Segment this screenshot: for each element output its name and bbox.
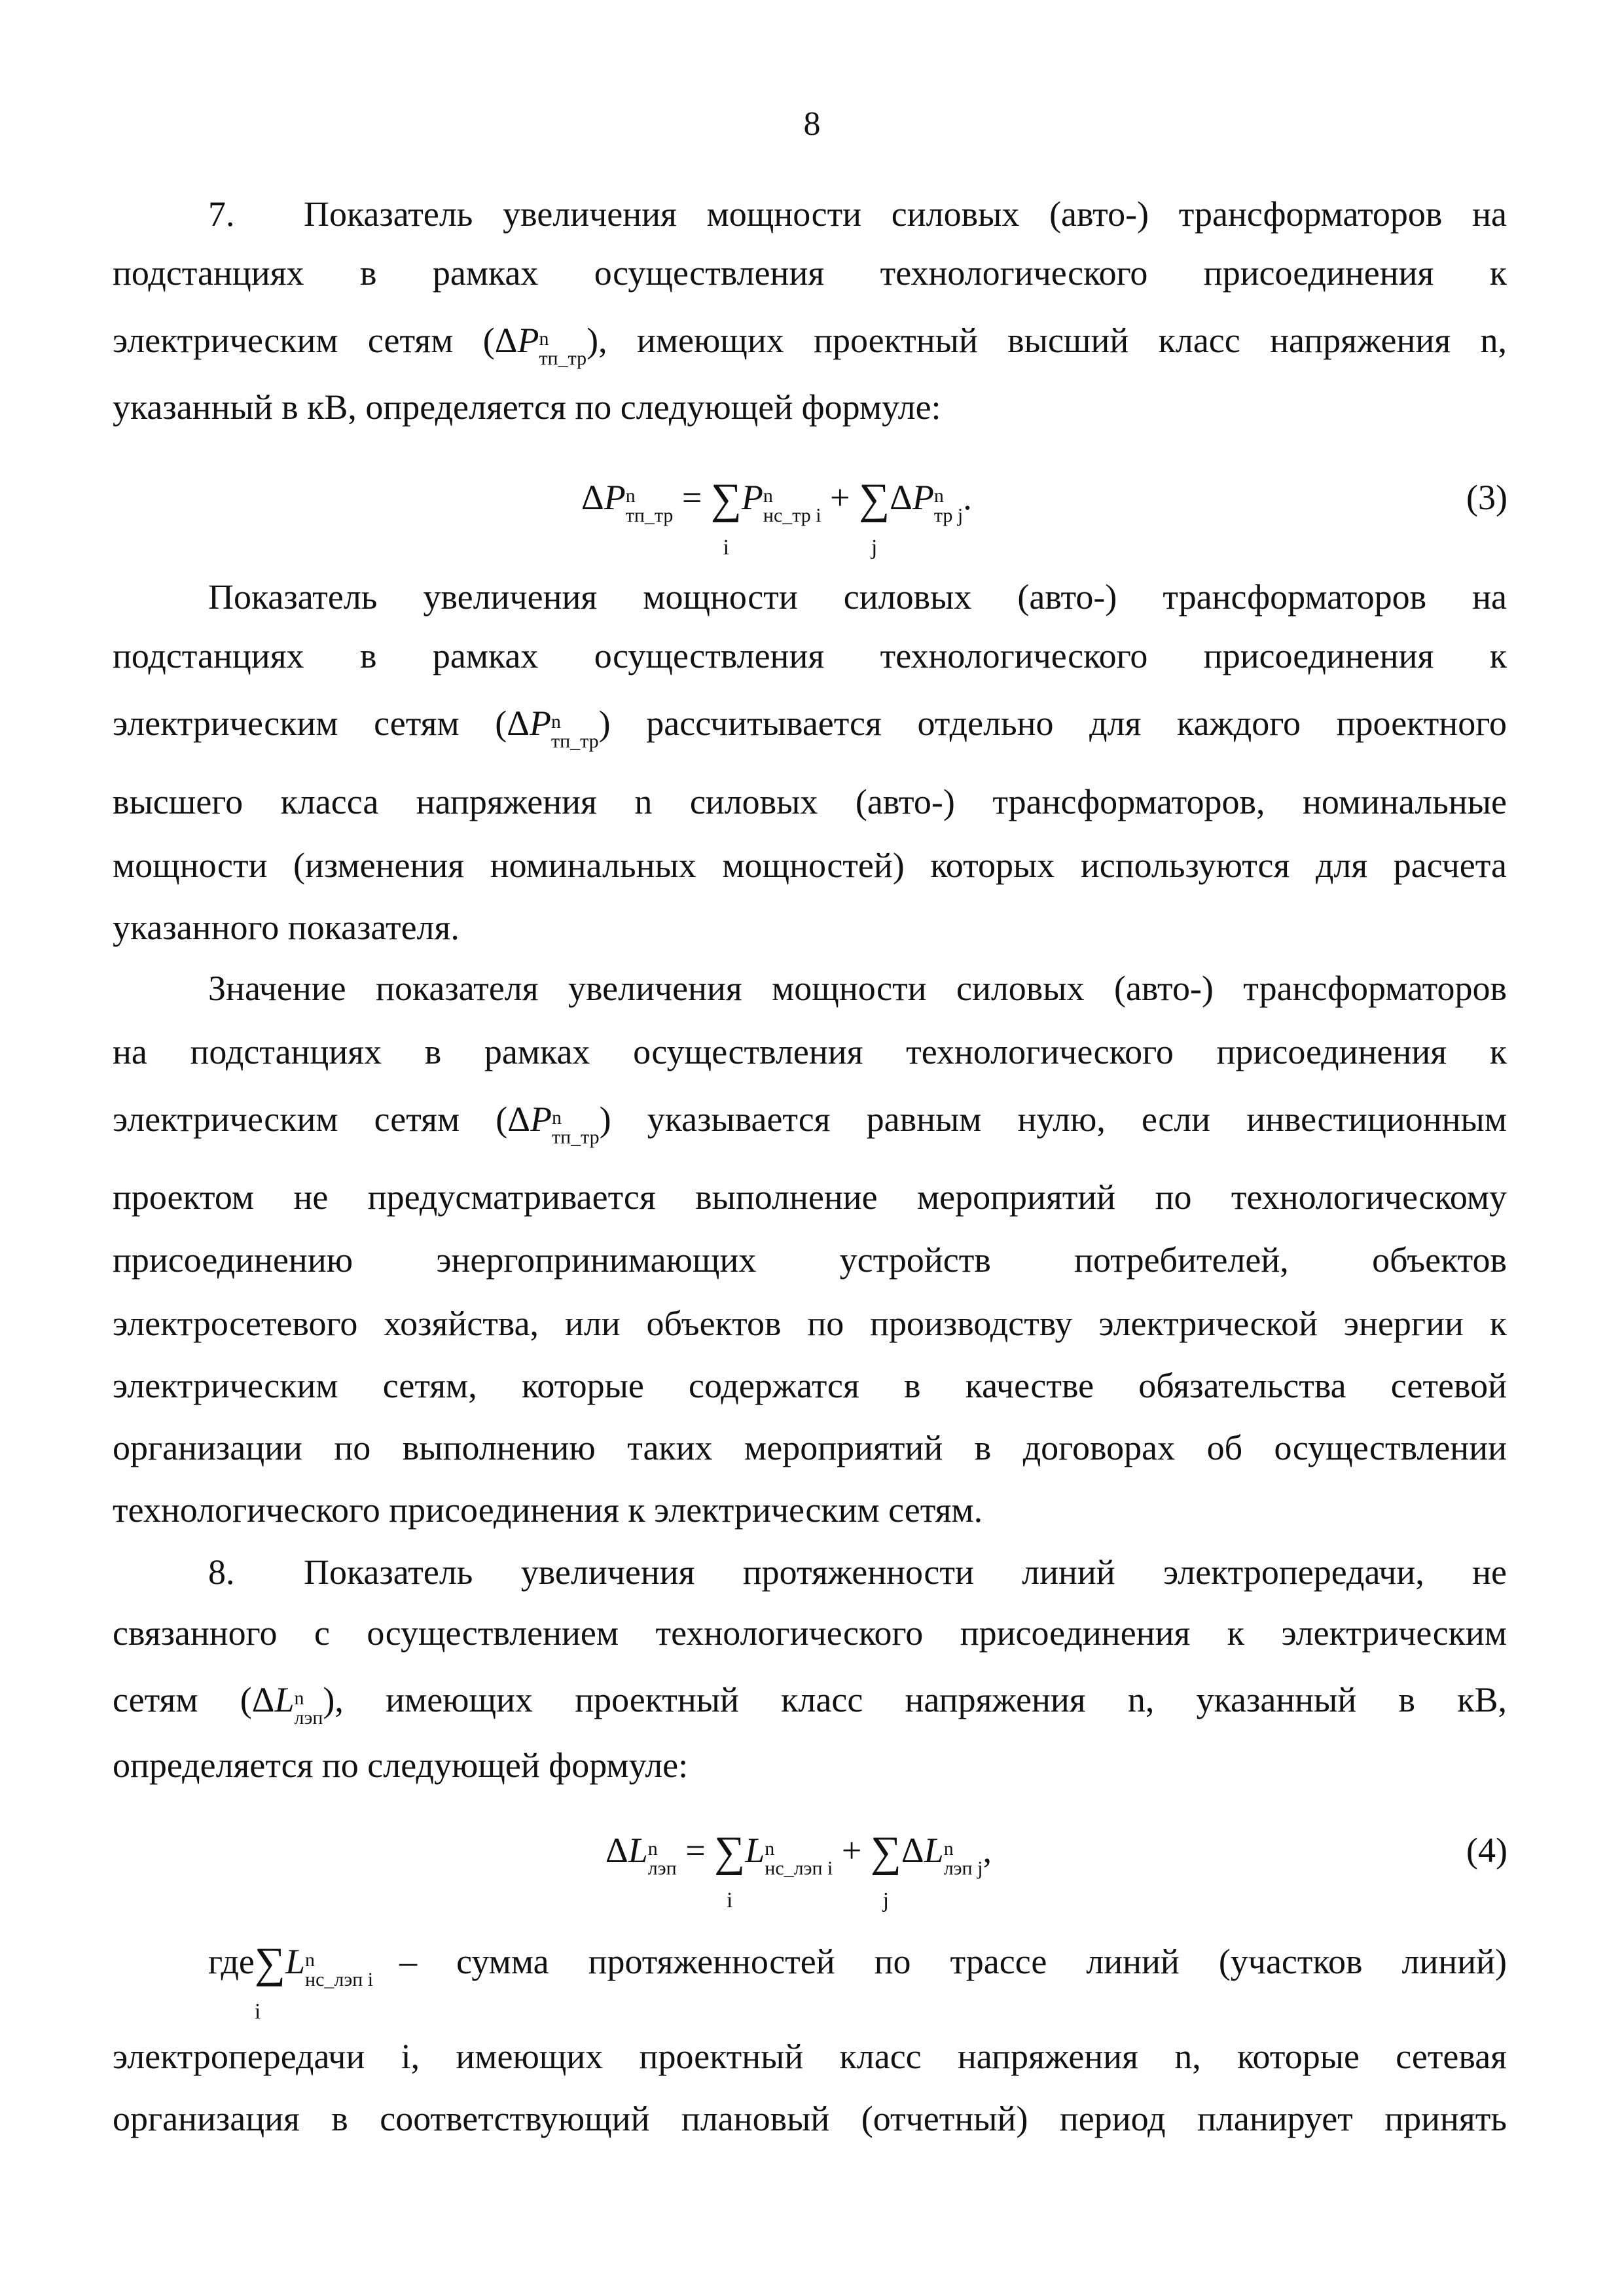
equation-number-4: (4)	[1466, 1831, 1507, 1870]
sum-i-icon: ∑ i	[714, 1828, 746, 1912]
para3-line3: электрическим сетям (ΔP n тп_тр ) указывается равным нулю, если инвестиционным	[113, 1100, 1507, 1148]
para3-line1: Значение показателя увеличения мощности силовых (авто-) трансформаторов	[208, 969, 1507, 1008]
delta-p-tp-tr: ΔP n тп_тр	[507, 704, 599, 752]
where-line3: организация в соответствующий плановый (отчетный) период планирует принять	[113, 2099, 1507, 2138]
formula-4: ΔL n лэп = ∑ i L n нс_лэп i + ∑ j ΔL n лэп j ,	[605, 1828, 992, 1912]
formula-3: ΔP n тп_тр = ∑ i P n нс_тр i + ∑ j ΔP n тр j .	[581, 475, 972, 560]
item7-line4: указанный в кВ, определяется по следующей формуле:	[113, 387, 941, 427]
para2-line5: мощности (изменения номинальных мощностей) которых используются для расчета	[113, 846, 1507, 885]
para2-line6: указанного показателя.	[113, 908, 460, 947]
para3-line8: организации по выполнению таких мероприятий в договорах об осуществлении	[113, 1428, 1507, 1467]
sum-i-icon: ∑ i	[710, 475, 742, 560]
delta-p-tp-tr: ΔP n тп_тр	[494, 321, 587, 369]
para2-line3: электрическим сетям (ΔP n тп_тр ) рассчитывается отдельно для каждого проектного	[113, 704, 1507, 752]
item7-line3: электрическим сетям (ΔP n тп_тр ), имеющих проектный высший класс напряжения n,	[113, 321, 1507, 369]
where-line2: электропередачи i, имеющих проектный класс напряжения n, которые сетевая	[113, 2037, 1507, 2076]
para2-line4: высшего класса напряжения n силовых (авто-) трансформаторов, номинальные	[113, 782, 1507, 821]
sum-j-icon: ∑ j	[859, 475, 890, 560]
para3-line7: электрическим сетям, которые содержатся в качестве обязательства сетевой	[113, 1366, 1507, 1405]
item7-line1	[113, 193, 1507, 235]
item8-line1: 8. Показатель увеличения протяженности линий электропередачи, не	[208, 1552, 1507, 1592]
where-line1: где∑ i L n нс_лэп i – сумма протяженностей по трассе линий (участков линий)	[208, 1939, 1507, 2024]
equation-number-3: (3)	[1466, 478, 1507, 517]
item8-number: 8.	[208, 1552, 235, 1592]
para3-line9: технологического присоединения к электрическим сетям.	[113, 1490, 983, 1530]
sum-i-icon: ∑ i	[254, 1939, 285, 2024]
para2-line2: подстанциях в рамках осуществления технологического присоединения к	[113, 636, 1507, 675]
sum-j-icon: ∑ j	[870, 1828, 901, 1912]
para2-line1: Показатель увеличения мощности силовых (авто-) трансформаторов на	[208, 577, 1507, 617]
page-number: 8	[803, 105, 821, 143]
para3-line5: присоединению энергопринимающих устройств потребителей, объектов	[113, 1240, 1507, 1280]
delta-l-lep: ΔL n лэп	[251, 1680, 323, 1729]
item8-line3: сетям (ΔL n лэп ), имеющих проектный класс напряжения n, указанный в кВ,	[113, 1680, 1507, 1729]
item7-line2: подстанциях в рамках осуществления технологического присоединения к	[113, 253, 1507, 293]
para3-line4: проектом не предусматривается выполнение мероприятий по технологическому	[113, 1177, 1507, 1217]
delta-p-tp-tr: ΔP n тп_тр	[507, 1100, 600, 1148]
item7-number: 7.	[208, 194, 235, 234]
para3-line2: на подстанциях в рамках осуществления технологического присоединения к	[113, 1032, 1507, 1071]
para3-line6: электросетевого хозяйства, или объектов по производству электрической энергии к	[113, 1304, 1507, 1343]
item8-line4: определяется по следующей формуле:	[113, 1746, 689, 1785]
item8-line2: связанного с осуществлением технологического присоединения к электрическим	[113, 1613, 1507, 1653]
item7-text-1: Показатель увеличения мощности силовых (авто-) трансформаторов на	[304, 194, 1507, 234]
